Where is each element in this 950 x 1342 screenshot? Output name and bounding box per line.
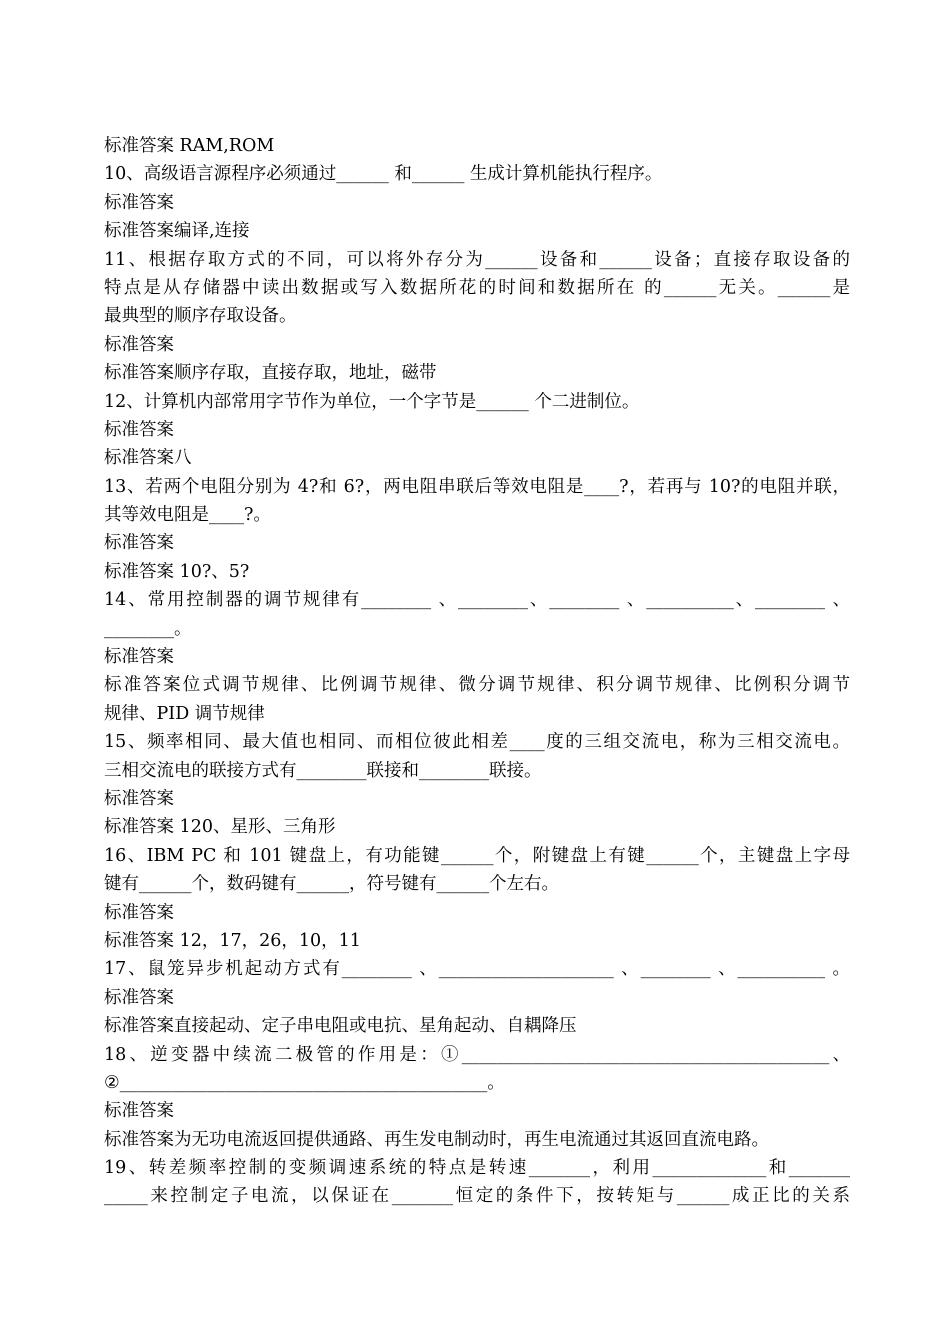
document-page: [104, 132, 850, 1211]
question-line: 14、常用控制器的调节规律有________ 、________、________ 、__________、________ 、: [104, 590, 850, 611]
question-line: 15、频率相同、最大值也相同、而相位彼此相差____度的三组交流电，称为三相交流电。: [104, 732, 850, 753]
text-line: 标准答案: [104, 788, 174, 809]
answer-line: 标准答案位式调节规律、比例调节规律、微分调节规律、积分调节规律、比例积分调节: [104, 675, 850, 696]
answer-line: 标准答案直接起动、定子串电阻或电抗、星角起动、自耦降压: [104, 1016, 577, 1037]
text-line: 标准答案: [104, 419, 174, 440]
question-line: 13、若两个电阻分别为 4?和 6?，两电阻串联后等效电阻是____?，若再与 10?的电阻并联，: [104, 476, 850, 497]
question-line: 17、鼠笼异步机起动方式有________ 、____________________ 、________ 、__________ 。: [104, 959, 850, 980]
text-line: 标准答案: [104, 902, 174, 923]
answer-line: 标准答案编译,连接: [104, 221, 250, 242]
answer-line: 标准答案顺序存取，直接存取，地址，磁带: [104, 363, 437, 384]
question-line: 特点是从存储器中读出数据或写入数据所花的时间和数据所在 的______无关。______是: [104, 277, 850, 298]
question-line: 键有______个，数码键有______，符号键有______个左右。: [104, 874, 559, 895]
answer-line: 规律、PID 调节规律: [104, 703, 265, 724]
question-line: 12、计算机内部常用字节作为单位，一个字节是______ 个二进制位。: [104, 391, 640, 412]
question-line: _____来控制定子电流，以保证在_______恒定的条件下，按转矩与______成正比的关系: [104, 1186, 850, 1207]
question-line: 11、根据存取方式的不同，可以将外存分为______设备和______设备；直接存取设备的: [104, 249, 850, 270]
answer-line: 标准答案 12，17，26，10，11: [104, 930, 361, 951]
answer-line: 标准答案八: [104, 448, 192, 469]
question-line: 三相交流电的联接方式有________联接和________联接。: [104, 760, 542, 781]
answer-line: 标准答案 10?、5?: [104, 561, 250, 582]
question-line: 其等效电阻是____?。: [104, 505, 271, 526]
question-line: 18、逆变器中续流二极管的作用是：①__________________________________________、: [104, 1044, 850, 1065]
text-line: 标准答案 RAM,ROM: [104, 136, 275, 156]
question-line: ________。: [104, 618, 192, 639]
question-line: 16、IBM PC 和 101 键盘上，有功能键______个，附键盘上有键______个，主键盘上字母: [104, 845, 850, 866]
text-line: 标准答案: [104, 192, 174, 213]
text-line: 标准答案: [104, 987, 174, 1008]
answer-line: 标准答案 120、星形、三角形: [104, 817, 336, 838]
answer-line: 标准答案为无功电流返回提供通路、再生发电制动时，再生电流通过其返回直流电路。: [104, 1129, 769, 1150]
text-line: 标准答案: [104, 1101, 174, 1122]
question-line: ②__________________________________________。: [104, 1072, 505, 1093]
text-line: 标准答案: [104, 533, 174, 554]
question-line: 10、高级语言源程序必须通过______ 和______ 生成计算机能执行程序。: [104, 164, 663, 185]
text-line: 标准答案: [104, 647, 174, 668]
question-line: 19、转差频率控制的变频调速系统的特点是转速_______，利用_____________和_______: [104, 1158, 850, 1179]
text-line: 标准答案: [104, 334, 174, 355]
question-line: 最典型的顺序存取设备。: [104, 306, 297, 327]
